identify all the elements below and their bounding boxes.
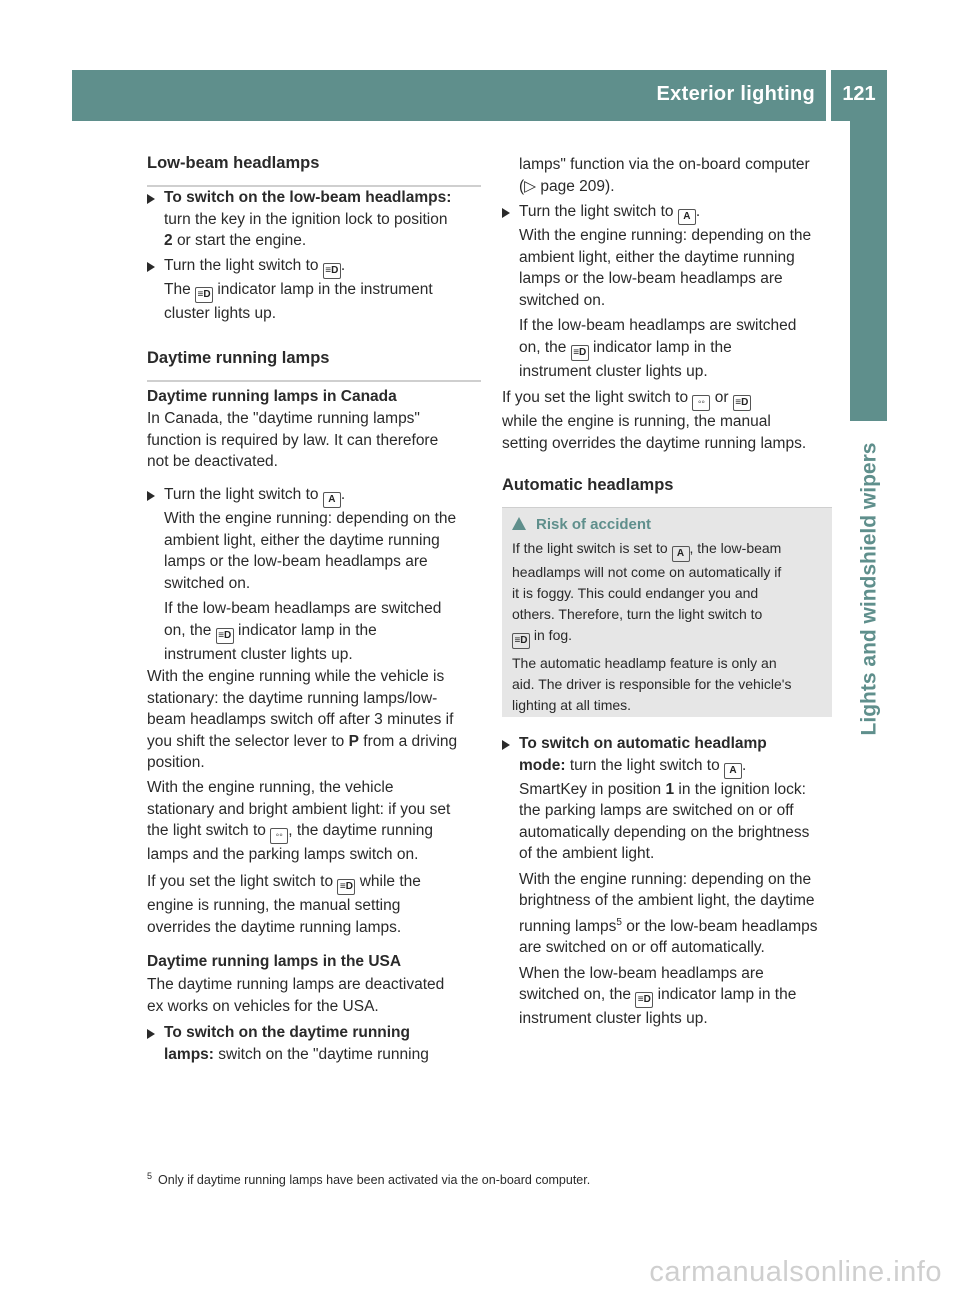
step-arrow-icon <box>502 740 510 750</box>
low-beam-icon: ≡D <box>635 992 653 1008</box>
step-arrow-icon <box>147 1029 155 1039</box>
step-arrow-icon <box>147 262 155 272</box>
list-item: Turn the light switch to A . With the engine running: depending on the ambient light, either the daytime running lamps or the low-beam headlamps are switched on. If the low-beam headlamps are switched on, the ≡D indicator lamp in the instrument cluster lights up. <box>502 201 832 382</box>
footnote-text: Only if daytime running lamps have been activated via the on-board computer. <box>158 1173 591 1188</box>
section-title: Exterior lighting <box>656 83 815 105</box>
list-item: To switch on the low-beam headlamps: turn the key in the ignition lock to position 2 or start the engine. <box>147 187 481 252</box>
low-beam-icon: ≡D <box>323 263 341 279</box>
low-beam-icon: ≡D <box>733 395 751 411</box>
auto-headlamp-icon: A <box>323 492 341 508</box>
watermark: carmanualsonline.info <box>649 1256 942 1288</box>
automatic-headlamps-heading: Automatic headlamps <box>502 475 832 509</box>
stationary-paragraph: With the engine running while the vehicle is stationary: the daytime running lamps/low- beam headlamps switch off after 3 minutes if you shift the selector lever to P from a driving position. <box>147 668 458 771</box>
warning-text: If the light switch is set to A , the low-beam headlamps will not come on automatically if it is foggy. This could endanger you and others. Therefore, turn the light switch to ≡D in fog. The automatic headlamp feature is only an aid. The driver is responsible for the vehicle's lighting at all times. <box>512 540 792 713</box>
warning-box <box>502 508 832 717</box>
override-paragraph: If you set the light switch to ≡D while the engine is running, the manual setting overrides the daytime running lamps. <box>147 873 421 936</box>
side-tab-label: Lights and windshield wipers <box>856 442 880 735</box>
auto-headlamp-icon: A <box>678 209 696 225</box>
parking-lamp-icon: ◦◦ <box>692 395 710 411</box>
canada-paragraph: In Canada, the "daytime running lamps" function is required by law. It can therefore not be deactivated. <box>147 410 439 470</box>
continued-text: lamps" function via the on-board computer (▷ page 209). <box>519 156 810 195</box>
step-arrow-icon <box>147 194 155 204</box>
step-arrow-icon <box>502 208 510 218</box>
parking-lamp-icon: ◦◦ <box>270 828 288 844</box>
footnote-number: 5 <box>147 1171 153 1181</box>
list-item: Turn the light switch to A . With the engine running: depending on the ambient light, either the daytime running lamps or the low-beam headlamps are switched on. If the low-beam headlamps are switched on, the ≡D indicator lamp in the instrument cluster lights up. <box>147 484 481 665</box>
low-beam-icon: ≡D <box>195 287 213 303</box>
warning-triangle-icon <box>512 517 526 530</box>
footnote <box>147 1166 590 1192</box>
list-item: To switch on the daytime running lamps: switch on the "daytime running <box>147 1022 481 1065</box>
low-beam-icon: ≡D <box>337 879 355 895</box>
low-beam-icon: ≡D <box>512 633 530 649</box>
low-beam-heading: Low-beam headlamps <box>147 153 481 187</box>
list-item: Turn the light switch to ≡D . The ≡D indicator lamp in the instrument cluster lights up. <box>147 255 481 325</box>
auto-headlamp-icon: A <box>724 763 742 779</box>
daytime-running-heading: Daytime running lamps <box>147 348 481 382</box>
low-beam-icon: ≡D <box>571 345 589 361</box>
warning-title: Risk of accident <box>512 514 651 536</box>
low-beam-icon: ≡D <box>216 628 234 644</box>
canada-subheading: Daytime running lamps in Canada <box>147 388 397 405</box>
step-arrow-icon <box>147 491 155 501</box>
bright-light-paragraph: With the engine running, the vehicle stationary and bright ambient light: if you set the light switch to ◦◦ , the daytime running lamps and the parking lamps switch on. <box>147 779 451 863</box>
usa-subheading: Daytime running lamps in the USA <box>147 953 402 970</box>
list-item: To switch on automatic headlamp mode: turn the light switch to A . SmartKey in position 1 in the ignition lock: the parking lamps are switched on or off automatically depending on the brightness of the ambient light. With the engine running: depending on the brightness of the ambient light, the daytime running lamps$^5$ or the low-beam headlamps are switched on or off automatically. When the low-beam headlamps are switched on, the ≡D indicator lamp in the instrument cluster lights up. <box>502 733 832 1030</box>
page-number: 121 <box>842 83 876 105</box>
page-header <box>72 70 887 121</box>
auto-headlamp-icon: A <box>672 546 690 562</box>
usa-paragraph: The daytime running lamps are deactivated ex works on vehicles for the USA. <box>147 976 445 1015</box>
side-tab <box>850 121 887 421</box>
manual-override-paragraph: If you set the light switch to ◦◦ or ≡D while the engine is running, the manual setting overrides the daytime running lamps. <box>502 389 807 452</box>
